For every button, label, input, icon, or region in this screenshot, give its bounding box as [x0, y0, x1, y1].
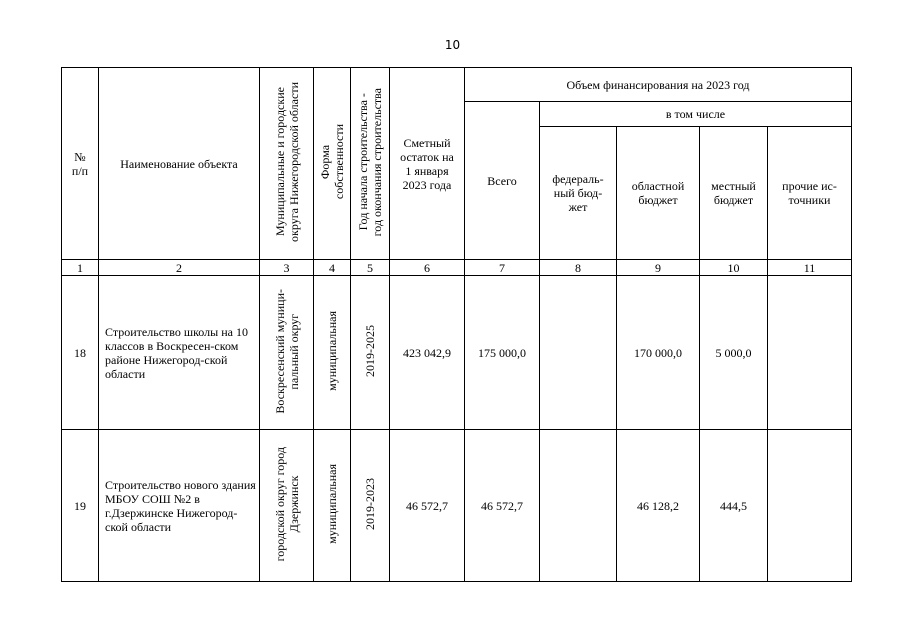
column-number: 10 — [700, 260, 768, 276]
column-number: 4 — [314, 260, 351, 276]
table-row — [62, 276, 852, 430]
years: 2019-2025 — [351, 276, 390, 430]
regional: 46 128,2 — [617, 430, 700, 582]
header-total: Всего — [465, 102, 540, 260]
column-number: 2 — [99, 260, 260, 276]
table-row — [62, 430, 852, 582]
row-number: 19 — [62, 430, 99, 582]
balance: 46 572,7 — [390, 430, 465, 582]
header-district: Муниципальные и городские округа Нижегородской области — [260, 68, 314, 260]
other — [768, 430, 852, 582]
balance: 423 042,9 — [390, 276, 465, 430]
object-name: Строительство нового здания МБОУ СОШ №2 в г.Дзержинске Нижегород-ской области — [99, 430, 260, 582]
district: Воскресенский муници- пальный округ — [260, 276, 314, 430]
header-local: местный бюджет — [700, 127, 768, 260]
local: 5 000,0 — [700, 276, 768, 430]
column-number: 5 — [351, 260, 390, 276]
row-number: 18 — [62, 276, 99, 430]
header-num: № п/п — [62, 68, 99, 260]
total: 46 572,7 — [465, 430, 540, 582]
years: 2019-2023 — [351, 430, 390, 582]
object-name: Строительство школы на 10 классов в Воскресен-ском районе Нижегород-ской области — [99, 276, 260, 430]
header-regional: областной бюджет — [617, 127, 700, 260]
column-number: 11 — [768, 260, 852, 276]
header-funding-title: Объем финансирования на 2023 год — [465, 68, 852, 102]
column-number: 9 — [617, 260, 700, 276]
header-row-1 — [62, 68, 852, 102]
column-number: 3 — [260, 260, 314, 276]
other — [768, 276, 852, 430]
ownership: муниципальная — [314, 430, 351, 582]
header-balance: Сметный остаток на 1 января 2023 года — [390, 68, 465, 260]
header-federal: федераль- ный бюд- жет — [540, 127, 617, 260]
page-number: 10 — [444, 38, 461, 52]
local: 444,5 — [700, 430, 768, 582]
header-ownership: Форма собственности — [314, 68, 351, 260]
column-number: 1 — [62, 260, 99, 276]
header-including: в том числе — [540, 102, 852, 127]
district: городской округ город Дзержинск — [260, 430, 314, 582]
federal — [540, 430, 617, 582]
column-number: 6 — [390, 260, 465, 276]
header-years: Год начала строительства - год окончания строительства — [351, 68, 390, 260]
column-number-row — [62, 260, 852, 276]
funding-table — [61, 67, 852, 582]
ownership: муниципальная — [314, 276, 351, 430]
column-number: 7 — [465, 260, 540, 276]
federal — [540, 276, 617, 430]
regional: 170 000,0 — [617, 276, 700, 430]
total: 175 000,0 — [465, 276, 540, 430]
header-name: Наименование объекта — [99, 68, 260, 260]
header-other: прочие ис- точники — [768, 127, 852, 260]
column-number: 8 — [540, 260, 617, 276]
